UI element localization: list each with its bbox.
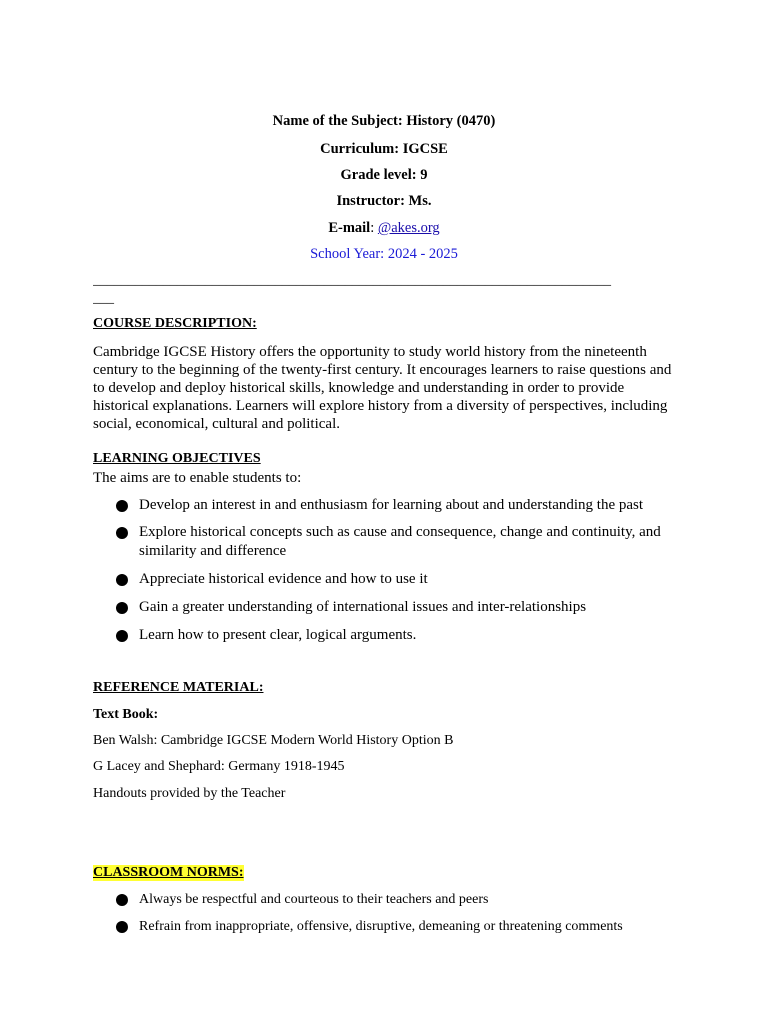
objective-item: Develop an interest in and enthusiasm for learning about and understanding the past [116, 496, 661, 515]
bullet-icon [116, 500, 128, 512]
divider-line: __________________________________________________________________________ ___ [93, 273, 611, 306]
course-description-heading: COURSE DESCRIPTION: [93, 316, 257, 331]
objective-item: Explore historical concepts such as cause and consequence, change and continuity, and similarity and difference [116, 523, 661, 561]
bullet-icon [116, 921, 128, 933]
bullet-icon [116, 602, 128, 614]
bullet-icon [116, 574, 128, 586]
email-link[interactable]: @akes.org [377, 220, 440, 236]
school-year: School Year: 2024 - 2025 [310, 246, 458, 262]
objective-item: Gain a greater understanding of international issues and inter-relationships [116, 598, 661, 617]
textbook-label: Text Book: [93, 707, 159, 722]
instructor-line: Instructor: Ms. [336, 193, 432, 209]
norm-item: Refrain from inappropriate, offensive, disruptive, demeaning or threatening comments [116, 917, 661, 936]
grade-line: Grade level: 9 [340, 167, 428, 183]
objective-item: Appreciate historical evidence and how to use it [116, 570, 661, 589]
curriculum-line: Curriculum: IGCSE [320, 141, 448, 157]
reference-item: G Lacey and Shephard: Germany 1918-1945 [93, 759, 345, 774]
bullet-icon [116, 630, 128, 642]
reference-material-heading: REFERENCE MATERIAL: [93, 680, 264, 695]
objectives-intro: The aims are to enable students to: [93, 470, 302, 486]
objective-item: Learn how to present clear, logical arguments. [116, 626, 661, 645]
email-separator: : [370, 220, 375, 236]
bullet-icon [116, 527, 128, 539]
bullet-icon [116, 894, 128, 906]
email-label: E-mail [328, 220, 371, 236]
classroom-norms-heading: CLASSROOM NORMS: [93, 865, 244, 880]
subject-title: Name of the Subject: History (0470) [272, 113, 496, 129]
reference-item: Handouts provided by the Teacher [93, 786, 286, 801]
learning-objectives-heading: LEARNING OBJECTIVES [93, 451, 261, 466]
course-description-body: Cambridge IGCSE History offers the opportunity to study world history from the nineteenth century to the beginning of the twenty-first century. It encourages learners to raise questions and to develop and deploy historical skills, knowledge and understanding in order to provide historical explanations. Learners will explore history from a diversity of perspectives, including social, economical, cultural and political. [93, 344, 672, 432]
reference-item: Ben Walsh: Cambridge IGCSE Modern World History Option B [93, 733, 454, 748]
email-line [93, 220, 675, 237]
norm-item: Always be respectful and courteous to their teachers and peers [116, 890, 661, 909]
